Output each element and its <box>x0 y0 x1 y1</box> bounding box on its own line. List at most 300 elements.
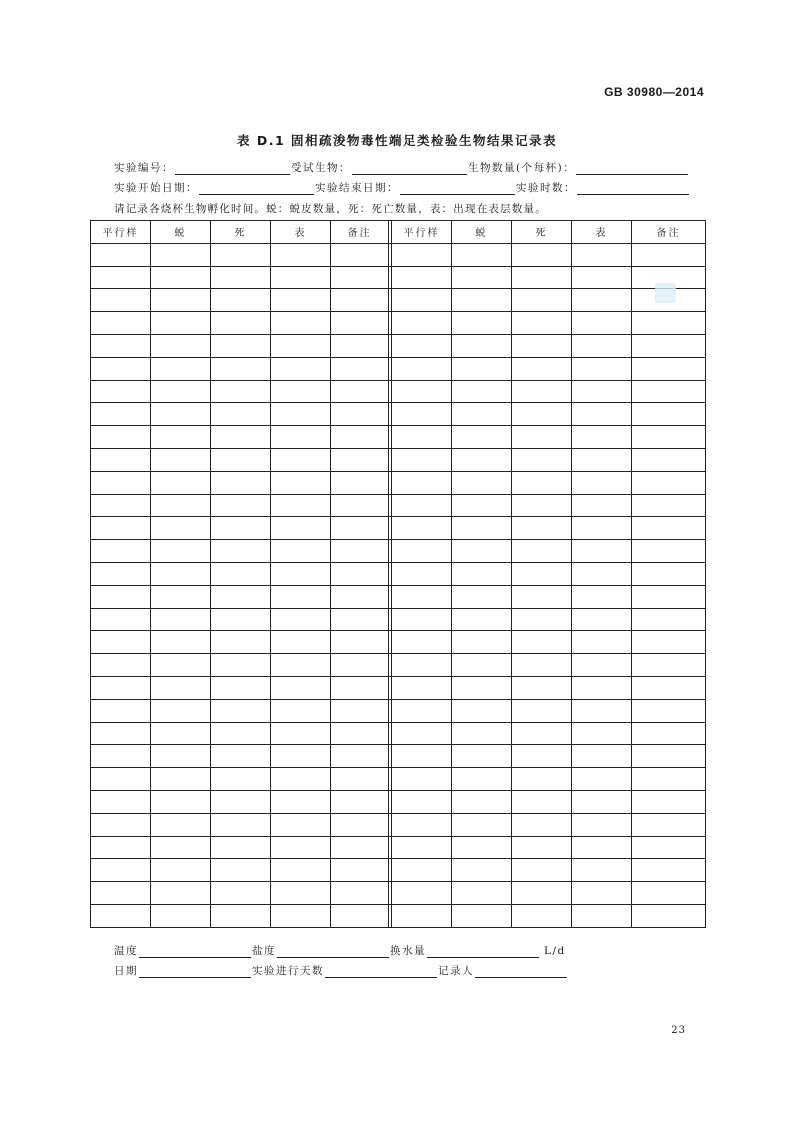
table-cell[interactable] <box>392 722 452 745</box>
table-cell[interactable] <box>331 426 389 449</box>
table-cell[interactable] <box>452 312 512 335</box>
table-cell[interactable] <box>271 243 331 266</box>
table-cell[interactable] <box>392 608 452 631</box>
table-cell[interactable] <box>512 608 572 631</box>
table-cell[interactable] <box>452 426 512 449</box>
table-cell[interactable] <box>91 540 151 563</box>
table-cell[interactable] <box>512 882 572 905</box>
table-cell[interactable] <box>452 859 512 882</box>
table-cell[interactable] <box>271 859 331 882</box>
table-cell[interactable] <box>211 904 271 927</box>
table-cell[interactable] <box>452 585 512 608</box>
table-cell[interactable] <box>331 904 389 927</box>
table-cell[interactable] <box>211 608 271 631</box>
table-cell[interactable] <box>392 768 452 791</box>
table-cell[interactable] <box>151 334 211 357</box>
table-cell[interactable] <box>512 813 572 836</box>
table-cell[interactable] <box>452 380 512 403</box>
table-cell[interactable] <box>151 699 211 722</box>
table-cell[interactable] <box>392 585 452 608</box>
days-elapsed-line[interactable] <box>325 965 437 978</box>
table-cell[interactable] <box>512 426 572 449</box>
table-cell[interactable] <box>512 722 572 745</box>
table-cell[interactable] <box>392 494 452 517</box>
table-cell[interactable] <box>331 289 389 312</box>
table-cell[interactable] <box>331 471 389 494</box>
table-cell[interactable] <box>151 813 211 836</box>
table-cell[interactable] <box>151 654 211 677</box>
table-cell[interactable] <box>151 768 211 791</box>
table-cell[interactable] <box>632 403 706 426</box>
table-cell[interactable] <box>211 289 271 312</box>
table-cell[interactable] <box>331 562 389 585</box>
table-cell[interactable] <box>572 312 632 335</box>
table-cell[interactable] <box>632 608 706 631</box>
table-cell[interactable] <box>211 471 271 494</box>
table-cell[interactable] <box>572 426 632 449</box>
table-cell[interactable] <box>572 380 632 403</box>
table-cell[interactable] <box>452 836 512 859</box>
table-cell[interactable] <box>331 699 389 722</box>
table-cell[interactable] <box>572 517 632 540</box>
table-cell[interactable] <box>572 357 632 380</box>
table-cell[interactable] <box>572 471 632 494</box>
table-cell[interactable] <box>392 859 452 882</box>
table-cell[interactable] <box>91 631 151 654</box>
table-cell[interactable] <box>392 699 452 722</box>
table-cell[interactable] <box>452 813 512 836</box>
table-cell[interactable] <box>211 859 271 882</box>
salinity-line[interactable] <box>277 945 389 958</box>
table-cell[interactable] <box>452 654 512 677</box>
table-cell[interactable] <box>151 882 211 905</box>
table-cell[interactable] <box>211 540 271 563</box>
table-cell[interactable] <box>572 859 632 882</box>
table-cell[interactable] <box>331 312 389 335</box>
table-cell[interactable] <box>271 357 331 380</box>
table-cell[interactable] <box>91 790 151 813</box>
table-cell[interactable] <box>392 631 452 654</box>
table-cell[interactable] <box>91 722 151 745</box>
table-cell[interactable] <box>392 540 452 563</box>
table-cell[interactable] <box>632 585 706 608</box>
table-cell[interactable] <box>211 266 271 289</box>
table-cell[interactable] <box>632 562 706 585</box>
table-cell[interactable] <box>452 334 512 357</box>
table-cell[interactable] <box>211 380 271 403</box>
table-cell[interactable] <box>452 289 512 312</box>
table-cell[interactable] <box>91 859 151 882</box>
table-cell[interactable] <box>331 403 389 426</box>
table-cell[interactable] <box>271 562 331 585</box>
table-cell[interactable] <box>452 768 512 791</box>
table-cell[interactable] <box>91 676 151 699</box>
table-cell[interactable] <box>452 904 512 927</box>
table-cell[interactable] <box>331 813 389 836</box>
table-cell[interactable] <box>331 836 389 859</box>
table-cell[interactable] <box>572 745 632 768</box>
table-cell[interactable] <box>452 631 512 654</box>
table-cell[interactable] <box>572 904 632 927</box>
table-cell[interactable] <box>392 243 452 266</box>
table-cell[interactable] <box>512 334 572 357</box>
table-cell[interactable] <box>331 768 389 791</box>
table-cell[interactable] <box>271 676 331 699</box>
table-cell[interactable] <box>211 312 271 335</box>
table-cell[interactable] <box>572 540 632 563</box>
table-cell[interactable] <box>452 494 512 517</box>
table-cell[interactable] <box>452 790 512 813</box>
table-cell[interactable] <box>91 426 151 449</box>
table-cell[interactable] <box>151 585 211 608</box>
temperature-line[interactable] <box>139 945 251 958</box>
table-cell[interactable] <box>512 562 572 585</box>
table-cell[interactable] <box>512 768 572 791</box>
table-cell[interactable] <box>392 289 452 312</box>
table-cell[interactable] <box>452 608 512 631</box>
table-cell[interactable] <box>632 494 706 517</box>
table-cell[interactable] <box>392 904 452 927</box>
table-cell[interactable] <box>211 562 271 585</box>
table-cell[interactable] <box>91 380 151 403</box>
table-cell[interactable] <box>512 654 572 677</box>
table-cell[interactable] <box>271 904 331 927</box>
table-cell[interactable] <box>632 722 706 745</box>
table-cell[interactable] <box>211 357 271 380</box>
table-cell[interactable] <box>211 243 271 266</box>
table-cell[interactable] <box>151 562 211 585</box>
table-cell[interactable] <box>91 836 151 859</box>
table-cell[interactable] <box>331 334 389 357</box>
table-cell[interactable] <box>452 448 512 471</box>
table-cell[interactable] <box>91 608 151 631</box>
table-cell[interactable] <box>91 334 151 357</box>
table-cell[interactable] <box>91 448 151 471</box>
table-cell[interactable] <box>392 471 452 494</box>
table-cell[interactable] <box>211 676 271 699</box>
table-cell[interactable] <box>151 631 211 654</box>
table-cell[interactable] <box>151 904 211 927</box>
table-cell[interactable] <box>632 380 706 403</box>
table-cell[interactable] <box>211 334 271 357</box>
table-cell[interactable] <box>211 836 271 859</box>
table-cell[interactable] <box>91 357 151 380</box>
table-cell[interactable] <box>271 540 331 563</box>
table-cell[interactable] <box>392 836 452 859</box>
table-cell[interactable] <box>211 790 271 813</box>
table-cell[interactable] <box>572 562 632 585</box>
table-cell[interactable] <box>572 266 632 289</box>
table-cell[interactable] <box>632 243 706 266</box>
table-cell[interactable] <box>452 745 512 768</box>
table-cell[interactable] <box>91 471 151 494</box>
table-cell[interactable] <box>452 882 512 905</box>
table-cell[interactable] <box>91 243 151 266</box>
table-cell[interactable] <box>91 745 151 768</box>
table-cell[interactable] <box>271 289 331 312</box>
table-cell[interactable] <box>512 699 572 722</box>
table-cell[interactable] <box>331 585 389 608</box>
table-cell[interactable] <box>151 471 211 494</box>
table-cell[interactable] <box>151 426 211 449</box>
table-cell[interactable] <box>572 654 632 677</box>
table-cell[interactable] <box>572 608 632 631</box>
table-cell[interactable] <box>572 836 632 859</box>
table-cell[interactable] <box>331 540 389 563</box>
table-cell[interactable] <box>452 357 512 380</box>
table-cell[interactable] <box>572 790 632 813</box>
table-cell[interactable] <box>632 699 706 722</box>
table-cell[interactable] <box>271 699 331 722</box>
table-cell[interactable] <box>632 654 706 677</box>
table-cell[interactable] <box>512 631 572 654</box>
table-cell[interactable] <box>512 494 572 517</box>
organism-count-line[interactable] <box>576 162 688 175</box>
table-cell[interactable] <box>452 266 512 289</box>
table-cell[interactable] <box>392 448 452 471</box>
table-cell[interactable] <box>151 266 211 289</box>
table-cell[interactable] <box>632 790 706 813</box>
table-cell[interactable] <box>271 448 331 471</box>
table-cell[interactable] <box>271 426 331 449</box>
table-cell[interactable] <box>151 836 211 859</box>
table-cell[interactable] <box>331 517 389 540</box>
table-cell[interactable] <box>512 859 572 882</box>
table-cell[interactable] <box>91 517 151 540</box>
table-cell[interactable] <box>392 882 452 905</box>
table-cell[interactable] <box>211 631 271 654</box>
table-cell[interactable] <box>331 448 389 471</box>
table-cell[interactable] <box>151 494 211 517</box>
table-cell[interactable] <box>151 517 211 540</box>
table-cell[interactable] <box>632 426 706 449</box>
table-cell[interactable] <box>331 608 389 631</box>
table-cell[interactable] <box>271 403 331 426</box>
table-cell[interactable] <box>151 357 211 380</box>
table-cell[interactable] <box>632 904 706 927</box>
table-cell[interactable] <box>392 403 452 426</box>
table-cell[interactable] <box>211 722 271 745</box>
table-cell[interactable] <box>632 768 706 791</box>
table-cell[interactable] <box>512 836 572 859</box>
table-cell[interactable] <box>572 676 632 699</box>
table-cell[interactable] <box>331 790 389 813</box>
table-cell[interactable] <box>151 448 211 471</box>
table-cell[interactable] <box>271 745 331 768</box>
table-cell[interactable] <box>331 745 389 768</box>
table-cell[interactable] <box>512 243 572 266</box>
table-cell[interactable] <box>452 403 512 426</box>
table-cell[interactable] <box>392 266 452 289</box>
table-cell[interactable] <box>271 813 331 836</box>
table-cell[interactable] <box>91 904 151 927</box>
table-cell[interactable] <box>632 448 706 471</box>
table-cell[interactable] <box>271 585 331 608</box>
table-cell[interactable] <box>91 403 151 426</box>
table-cell[interactable] <box>512 517 572 540</box>
table-cell[interactable] <box>91 312 151 335</box>
table-cell[interactable] <box>512 357 572 380</box>
table-cell[interactable] <box>452 471 512 494</box>
table-cell[interactable] <box>211 403 271 426</box>
start-date-line[interactable] <box>199 182 314 195</box>
table-cell[interactable] <box>331 722 389 745</box>
table-cell[interactable] <box>331 494 389 517</box>
table-cell[interactable] <box>151 676 211 699</box>
table-cell[interactable] <box>91 768 151 791</box>
table-cell[interactable] <box>91 699 151 722</box>
table-cell[interactable] <box>572 813 632 836</box>
table-cell[interactable] <box>392 357 452 380</box>
table-cell[interactable] <box>572 403 632 426</box>
table-cell[interactable] <box>211 494 271 517</box>
table-cell[interactable] <box>151 790 211 813</box>
table-cell[interactable] <box>392 334 452 357</box>
table-cell[interactable] <box>151 289 211 312</box>
table-cell[interactable] <box>632 676 706 699</box>
table-cell[interactable] <box>271 494 331 517</box>
table-cell[interactable] <box>512 585 572 608</box>
table-cell[interactable] <box>271 654 331 677</box>
table-cell[interactable] <box>632 334 706 357</box>
table-cell[interactable] <box>91 882 151 905</box>
table-cell[interactable] <box>452 243 512 266</box>
table-cell[interactable] <box>271 722 331 745</box>
table-cell[interactable] <box>151 745 211 768</box>
table-cell[interactable] <box>271 836 331 859</box>
table-cell[interactable] <box>572 722 632 745</box>
table-cell[interactable] <box>392 745 452 768</box>
table-cell[interactable] <box>392 676 452 699</box>
table-cell[interactable] <box>91 494 151 517</box>
table-cell[interactable] <box>572 882 632 905</box>
table-cell[interactable] <box>211 426 271 449</box>
table-cell[interactable] <box>512 676 572 699</box>
table-cell[interactable] <box>392 790 452 813</box>
table-cell[interactable] <box>91 813 151 836</box>
table-cell[interactable] <box>151 608 211 631</box>
table-cell[interactable] <box>91 562 151 585</box>
table-cell[interactable] <box>271 380 331 403</box>
table-cell[interactable] <box>632 745 706 768</box>
table-cell[interactable] <box>452 676 512 699</box>
table-cell[interactable] <box>211 745 271 768</box>
table-cell[interactable] <box>271 768 331 791</box>
table-cell[interactable] <box>632 312 706 335</box>
table-cell[interactable] <box>211 585 271 608</box>
table-cell[interactable] <box>452 562 512 585</box>
table-cell[interactable] <box>512 904 572 927</box>
table-cell[interactable] <box>331 882 389 905</box>
table-cell[interactable] <box>392 426 452 449</box>
table-cell[interactable] <box>512 380 572 403</box>
table-cell[interactable] <box>331 859 389 882</box>
table-cell[interactable] <box>512 448 572 471</box>
table-cell[interactable] <box>211 448 271 471</box>
table-cell[interactable] <box>211 882 271 905</box>
table-cell[interactable] <box>211 813 271 836</box>
table-cell[interactable] <box>572 631 632 654</box>
table-cell[interactable] <box>392 562 452 585</box>
table-cell[interactable] <box>211 517 271 540</box>
table-cell[interactable] <box>512 403 572 426</box>
table-cell[interactable] <box>572 585 632 608</box>
table-cell[interactable] <box>151 540 211 563</box>
table-cell[interactable] <box>452 699 512 722</box>
table-cell[interactable] <box>271 790 331 813</box>
table-cell[interactable] <box>91 289 151 312</box>
duration-line[interactable] <box>577 182 689 195</box>
table-cell[interactable] <box>632 517 706 540</box>
water-change-line[interactable] <box>427 945 539 958</box>
table-cell[interactable] <box>572 494 632 517</box>
table-cell[interactable] <box>392 312 452 335</box>
table-cell[interactable] <box>151 380 211 403</box>
table-cell[interactable] <box>91 654 151 677</box>
table-cell[interactable] <box>151 859 211 882</box>
table-cell[interactable] <box>331 380 389 403</box>
table-cell[interactable] <box>331 631 389 654</box>
table-cell[interactable] <box>271 471 331 494</box>
table-cell[interactable] <box>512 540 572 563</box>
recorder-line[interactable] <box>475 965 567 978</box>
table-cell[interactable] <box>211 654 271 677</box>
table-cell[interactable] <box>392 654 452 677</box>
table-cell[interactable] <box>271 882 331 905</box>
table-cell[interactable] <box>632 357 706 380</box>
table-cell[interactable] <box>151 722 211 745</box>
table-cell[interactable] <box>392 517 452 540</box>
table-cell[interactable] <box>331 243 389 266</box>
table-cell[interactable] <box>271 334 331 357</box>
test-organism-line[interactable] <box>352 162 467 175</box>
table-cell[interactable] <box>211 699 271 722</box>
table-cell[interactable] <box>572 243 632 266</box>
table-cell[interactable] <box>151 403 211 426</box>
table-cell[interactable] <box>151 243 211 266</box>
table-cell[interactable] <box>151 312 211 335</box>
table-cell[interactable] <box>392 380 452 403</box>
table-cell[interactable] <box>512 790 572 813</box>
table-cell[interactable] <box>271 608 331 631</box>
table-cell[interactable] <box>632 882 706 905</box>
table-cell[interactable] <box>512 745 572 768</box>
table-cell[interactable] <box>271 266 331 289</box>
table-cell[interactable] <box>211 768 271 791</box>
table-cell[interactable] <box>331 676 389 699</box>
end-date-line[interactable] <box>400 182 515 195</box>
table-cell[interactable] <box>572 768 632 791</box>
table-cell[interactable] <box>331 654 389 677</box>
table-cell[interactable] <box>512 471 572 494</box>
table-cell[interactable] <box>452 722 512 745</box>
table-cell[interactable] <box>91 266 151 289</box>
table-cell[interactable] <box>392 813 452 836</box>
table-cell[interactable] <box>572 289 632 312</box>
table-cell[interactable] <box>512 312 572 335</box>
table-cell[interactable] <box>452 517 512 540</box>
table-cell[interactable] <box>632 631 706 654</box>
table-cell[interactable] <box>572 699 632 722</box>
date-line[interactable] <box>139 965 251 978</box>
table-cell[interactable] <box>632 540 706 563</box>
table-cell[interactable] <box>632 836 706 859</box>
table-cell[interactable] <box>271 312 331 335</box>
table-cell[interactable] <box>271 517 331 540</box>
table-cell[interactable] <box>331 357 389 380</box>
table-cell[interactable] <box>572 334 632 357</box>
table-cell[interactable] <box>512 289 572 312</box>
